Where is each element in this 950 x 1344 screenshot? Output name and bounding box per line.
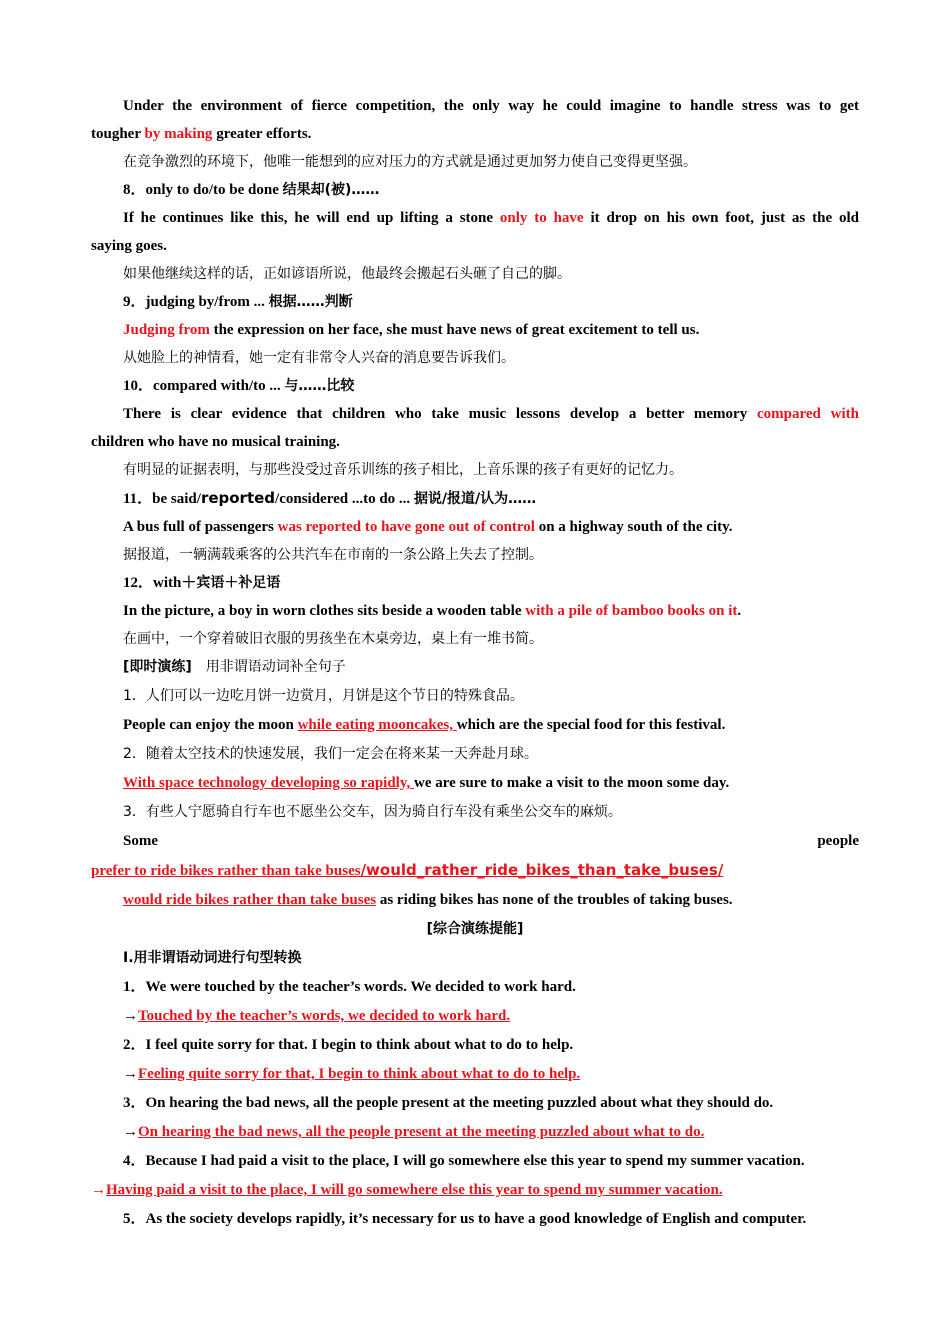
exercise-answer (91, 1060, 859, 1089)
exercise-question: 2．随着太空技术的快速发展，我们一定会在将来某一天奔赴月球。 (123, 746, 538, 762)
example-sentence: Judging from the expression on her face, she must have news of great excitement to tell us. (123, 322, 700, 338)
example-sentence-cont: children who have no musical training. (91, 434, 340, 450)
chinese-translation: 有明显的证据表明，与那些没受过音乐训练的孩子相比，上音乐课的孩子有更好的记忆力。 (123, 462, 683, 478)
phrase-heading: 10．compared with/to ... 与……比较 (123, 378, 355, 394)
answer-blank: Feeling quite sorry for that, I begin to think about what to do to help. (138, 1066, 581, 1082)
phrase-heading: 12．with＋宾语＋补足语 (123, 575, 281, 591)
highlight-phrase: by making (144, 126, 213, 142)
exercise-question: 1．We were touched by the teacher’s words. We decided to work hard. (123, 979, 576, 995)
highlight-phrase: compared with (756, 406, 859, 422)
exercise-answer (91, 1118, 859, 1147)
phrase-heading: 11．be said/reported/considered ...to do ... 据说/报道/认为…… (123, 489, 537, 507)
highlight-phrase: Judging from (123, 322, 210, 338)
exercise-question: 3．On hearing the bad news, all the people present at the meeting puzzled about what they should do. (123, 1095, 774, 1111)
example-sentence: A bus full of passengers was reported to have gone out of control on a highway south of the city. (123, 519, 733, 535)
exercise-question: 5．As the society develops rapidly, it’s necessary for us to have a good knowledge of English and computer. (123, 1211, 807, 1227)
highlight-phrase: with a pile of bamboo books on it (525, 603, 738, 619)
example-sentence: In the picture, a boy in worn clothes sits beside a wooden table with a pile of bamboo books on it. (123, 603, 742, 619)
chinese-translation: 如果他继续这样的话，正如谚语所说，他最终会搬起石头砸了自己的脚。 (123, 266, 571, 282)
answer-blank: On hearing the bad news, all the people present at the meeting puzzled about what to do. (138, 1124, 705, 1140)
chinese-translation: 在画中，一个穿着破旧衣服的男孩坐在木桌旁边，桌上有一堆书简。 (123, 631, 543, 647)
answer-blank: With space technology developing so rapidly, (123, 775, 415, 791)
phrase-heading: 8．only to do/to be done 结果却(被)…… (123, 182, 380, 198)
answer-blank-alt: /would_rather_ride_bikes_than_take_buses/ (360, 861, 724, 879)
chinese-translation: 从她脸上的神情看，她一定有非常令人兴奋的消息要告诉我们。 (123, 350, 515, 366)
section-subtitle: Ⅰ.用非谓语动词进行句型转换 (123, 950, 302, 966)
example-sentence: There is clear evidence that children who take music lessons develop a better memory compared with (123, 406, 859, 422)
example-sentence-cont: tougher by making greater efforts. (91, 126, 312, 142)
answer-blank: would ride bikes rather than take buses (123, 892, 377, 908)
exercise-question: 3．有些人宁愿骑自行车也不愿坐公交车，因为骑自行车没有乘坐公交车的麻烦。 (123, 804, 622, 820)
answer-blank: while eating mooncakes, (297, 717, 457, 733)
exercise-answer-cont (91, 856, 859, 886)
document-page (91, 92, 859, 1234)
arrow-icon: → (123, 1008, 138, 1024)
chinese-translation: 在竞争激烈的环境下，他唯一能想到的应对压力的方式就是通过更加努力使自己变得更坚强。 (123, 154, 697, 170)
exercise-answer: Some people (123, 833, 859, 849)
exercise-answer: With space technology developing so rapidly, we are sure to make a visit to the moon some day. (123, 775, 730, 791)
arrow-icon: → (123, 1066, 138, 1082)
exercise-heading: [即时演练] 用非谓语动词补全句子 (123, 659, 346, 675)
answer-blank: Having paid a visit to the place, I will go somewhere else this year to spend my summer vacation. (106, 1182, 723, 1198)
example-sentence-cont: saying goes. (91, 238, 167, 254)
example-sentence: If he continues like this, he will end up lifting a stone only to have it drop on his own foot, just as the old (123, 210, 859, 226)
exercise-question: 2．I feel quite sorry for that. I begin to think about what to do to help. (123, 1037, 574, 1053)
answer-blank: prefer to ride bikes rather than take buses (91, 863, 361, 879)
exercise-answer (91, 1176, 859, 1205)
exercise-answer (91, 1002, 859, 1031)
exercise-answer: People can enjoy the moon while eating mooncakes, which are the special food for this festival. (123, 717, 726, 733)
exercise-question: 4．Because I had paid a visit to the place, I will go somewhere else this year to spend my summer vacation. (123, 1153, 805, 1169)
chinese-translation: 据报道，一辆满载乘客的公共汽车在市南的一条公路上失去了控制。 (123, 547, 543, 563)
exercise-question: 1．人们可以一边吃月饼一边赏月，月饼是这个节日的特殊食品。 (123, 688, 524, 704)
arrow-icon: → (123, 1124, 138, 1140)
example-sentence: Under the environment of fierce competition, the only way he could imagine to handle stress was to get (123, 98, 859, 114)
highlight-phrase: only to have (499, 210, 584, 226)
highlight-phrase: was reported to have gone out of control (277, 519, 535, 535)
answer-blank: Touched by the teacher’s words, we decided to work hard. (138, 1008, 511, 1024)
phrase-heading: 9．judging by/from ... 根据……判断 (123, 294, 353, 310)
section-title: [综合演练提能] (426, 921, 524, 937)
arrow-icon: → (91, 1182, 106, 1198)
exercise-answer-cont: would ride bikes rather than take buses as riding bikes has none of the troubles of taking buses. (123, 892, 733, 908)
